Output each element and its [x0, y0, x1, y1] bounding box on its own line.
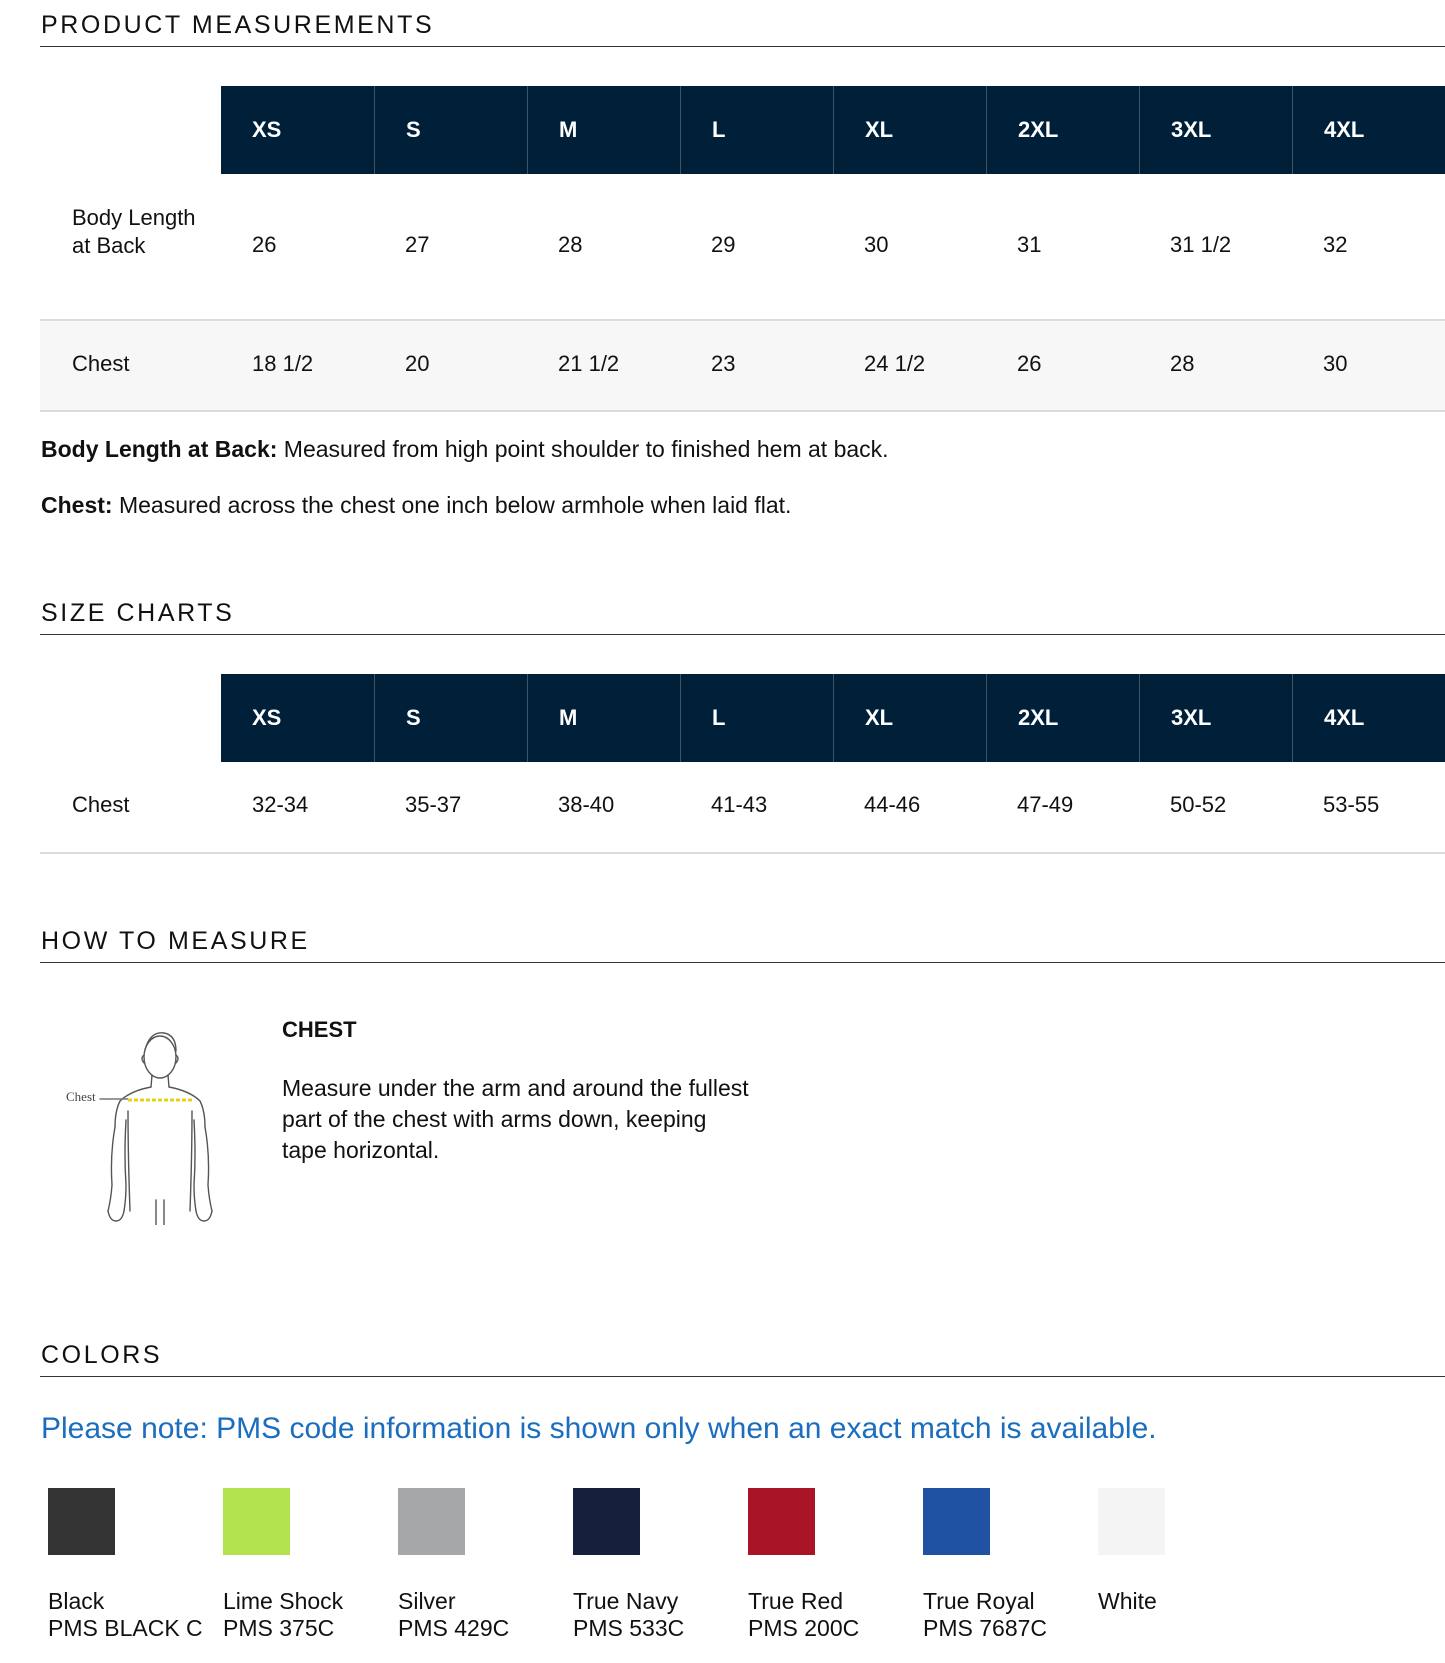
color-chip — [223, 1488, 290, 1555]
color-pms: PMS 375C — [223, 1615, 335, 1641]
table-cell: 23 — [711, 351, 736, 376]
size-charts-header — [221, 674, 1445, 762]
table-cell: 28 — [558, 232, 583, 257]
table-cell: 32-34 — [252, 792, 309, 817]
color-swatch-true-royal[interactable] — [915, 1488, 1090, 1663]
table-cell: 20 — [405, 351, 430, 376]
color-pms: PMS BLACK C — [48, 1615, 203, 1641]
note-term: Chest: — [41, 492, 113, 518]
note-text: Measured from high point shoulder to finished hem at back. — [277, 436, 889, 462]
color-chip — [48, 1488, 115, 1555]
table-cell: 30 — [1323, 351, 1348, 376]
color-swatch-white[interactable] — [1090, 1488, 1265, 1663]
color-name: Black — [48, 1588, 105, 1614]
size-header-xl: XL — [833, 86, 986, 174]
table-cell: 27 — [405, 232, 430, 257]
size-header-m: M — [527, 674, 680, 762]
table-row-chest — [40, 321, 1445, 412]
table-cell: 28 — [1170, 351, 1195, 376]
table-cell: 41-43 — [711, 792, 768, 817]
table-cell: 26 — [252, 232, 277, 257]
chest-measure-figure — [60, 1015, 220, 1225]
color-name: True Red — [748, 1588, 844, 1614]
table-cell: 31 — [1017, 232, 1042, 257]
table-cell: 24 1/2 — [864, 351, 926, 376]
color-swatch-lime-shock[interactable] — [215, 1488, 390, 1663]
color-name: True Navy — [573, 1588, 679, 1614]
table-row-chest-size — [40, 762, 1445, 854]
color-name: Silver — [398, 1588, 456, 1614]
size-header-xl: XL — [833, 674, 986, 762]
note-text: Measured across the chest one inch below armhole when laid flat. — [112, 492, 792, 518]
size-header-l: L — [680, 674, 833, 762]
color-chip — [923, 1488, 990, 1555]
color-chip — [748, 1488, 815, 1555]
table-cell: 29 — [711, 232, 736, 257]
table-cell: 30 — [864, 232, 889, 257]
color-chip — [1098, 1488, 1165, 1555]
body-outline-illustration — [60, 1015, 220, 1225]
size-header-m: M — [527, 86, 680, 174]
section-rule — [40, 634, 1445, 635]
note-term: Body Length at Back: — [41, 436, 278, 462]
table-row-body-length — [40, 174, 1445, 321]
color-chip — [573, 1488, 640, 1555]
size-header-4xl: 4XL — [1292, 674, 1445, 762]
section-title-product-measurements: PRODUCT MEASUREMENTS — [41, 11, 435, 39]
size-header-3xl: 3XL — [1139, 674, 1292, 762]
size-header-l: L — [680, 86, 833, 174]
size-header-xs: XS — [252, 705, 282, 730]
chest-note — [41, 492, 791, 519]
table-cell: 32 — [1323, 232, 1348, 257]
table-cell: 35-37 — [405, 792, 462, 817]
size-header-s: S — [374, 86, 527, 174]
table-cell: 38-40 — [558, 792, 615, 817]
measure-heading: CHEST — [282, 1017, 357, 1042]
size-header-2xl: 2XL — [986, 86, 1139, 174]
figure-chest-label: Chest — [66, 1089, 96, 1104]
color-name: White — [1098, 1588, 1157, 1614]
size-header-2xl: 2XL — [986, 674, 1139, 762]
section-rule — [40, 46, 1445, 47]
color-pms: PMS 200C — [748, 1615, 860, 1641]
row-label: Chest — [72, 792, 130, 817]
row-label: Chest — [72, 351, 130, 376]
table-cell: 21 1/2 — [558, 351, 620, 376]
color-name: True Royal — [923, 1588, 1035, 1614]
table-cell: 31 1/2 — [1170, 232, 1232, 257]
color-pms: PMS 533C — [573, 1615, 685, 1641]
size-header-4xl: 4XL — [1292, 86, 1445, 174]
product-measurements-header — [221, 86, 1445, 174]
color-pms: PMS 429C — [398, 1615, 510, 1641]
body-length-note — [41, 436, 889, 463]
color-swatch-true-navy[interactable] — [565, 1488, 740, 1663]
pms-note: Please note: PMS code information is shown only when an exact match is available. — [41, 1412, 1157, 1445]
measure-instructions: Measure under the arm and around the fullest part of the chest with arms down, keeping tape horizontal. — [282, 1075, 749, 1163]
color-name: Lime Shock — [223, 1588, 344, 1614]
section-rule — [40, 962, 1445, 963]
table-cell: 26 — [1017, 351, 1042, 376]
table-cell: 47-49 — [1017, 792, 1074, 817]
color-swatch-silver[interactable] — [390, 1488, 565, 1663]
size-header-3xl: 3XL — [1139, 86, 1292, 174]
table-cell: 53-55 — [1323, 792, 1380, 817]
section-rule — [40, 1376, 1445, 1377]
table-cell: 44-46 — [864, 792, 921, 817]
size-header-s: S — [374, 674, 527, 762]
section-title-size-charts: SIZE CHARTS — [41, 599, 235, 627]
color-swatch-true-red[interactable] — [740, 1488, 915, 1663]
table-cell: 50-52 — [1170, 792, 1227, 817]
table-cell: 18 1/2 — [252, 351, 314, 376]
color-chip — [398, 1488, 465, 1555]
size-header-xs: XS — [252, 117, 282, 142]
row-label: Body Length at Back — [72, 205, 196, 258]
section-title-colors: COLORS — [41, 1341, 163, 1369]
color-pms: PMS 7687C — [923, 1615, 1048, 1641]
section-title-how-to-measure: HOW TO MEASURE — [41, 927, 310, 955]
color-swatch-black[interactable] — [40, 1488, 215, 1663]
